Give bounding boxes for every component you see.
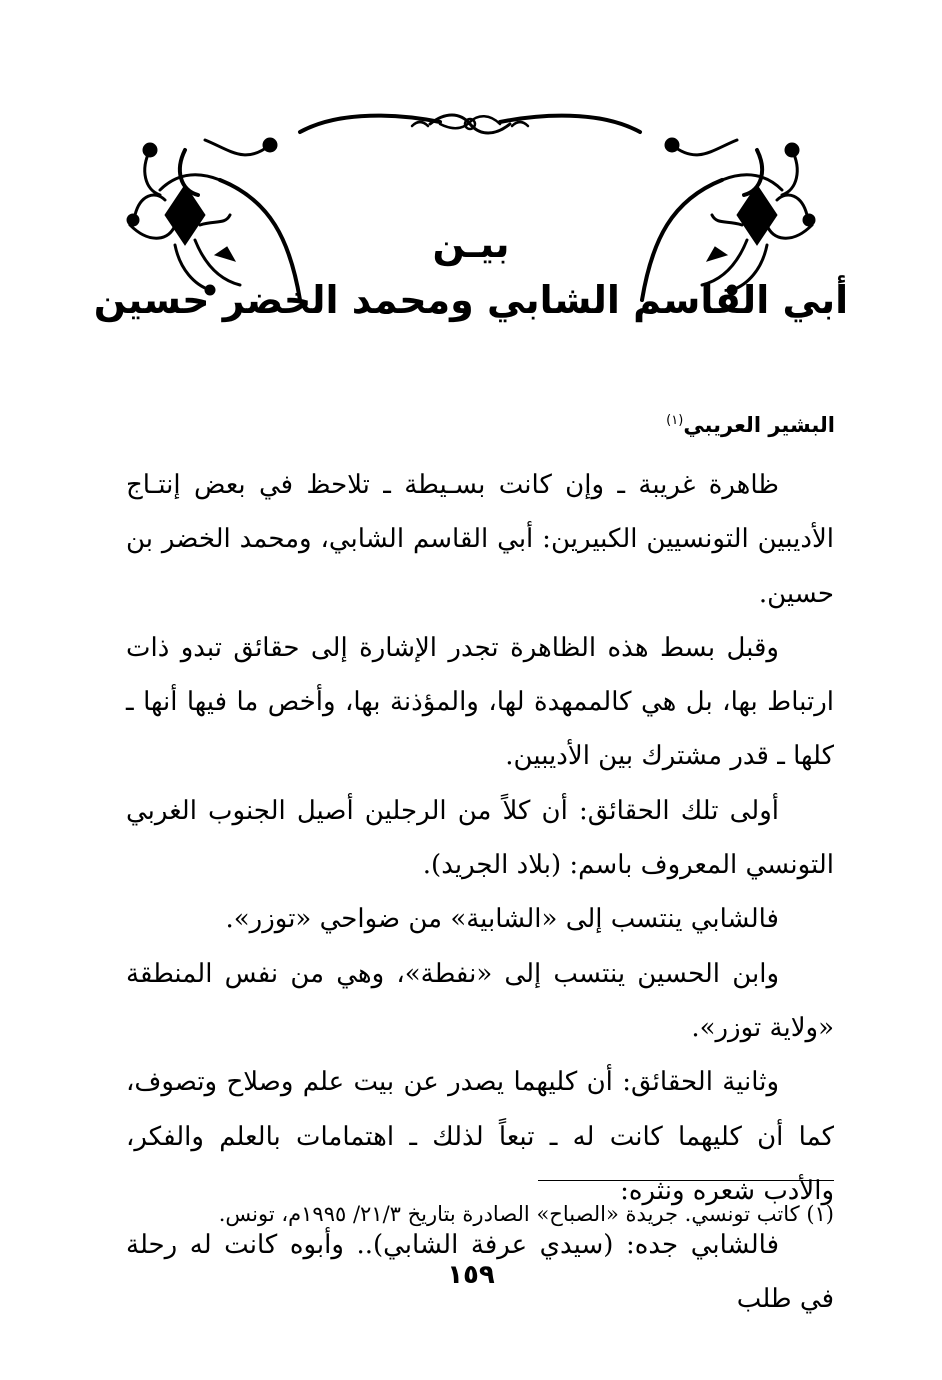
paragraph: ظاهرة غريبة ـ وإن كانت بسـيطة ـ تلاحظ في بعض إنتـاج الأديبين التونسيين الكبيرين: أبي القاسم الشابي، ومحمد الخضر بن حسين. [126,470,834,609]
paragraph: وابن الحسين ينتسب إلى «نفطة»، وهي من نفس المنطقة «ولاية توزر». [126,958,834,1043]
page-title: أبي القاسم الشابي ومحمد الخضر حسين [93,278,849,322]
footnote: (١) كاتب تونسي. جريدة «الصباح» الصادرة بتاريخ ٢١/٣/ ١٩٩٥م، تونس. [218,1202,834,1226]
top-flourish-icon [300,115,640,133]
paragraph: فالشابي ينتسب إلى «الشابية» من ضواحي «توزر». [225,904,779,935]
paragraph: وثانية الحقائق: أن كليهما يصدر عن بيت علم وصلاح وتصوف، كما أن كليهما كانت له ـ تبعاً لذلك ـ اهتمامات بالعلم والفكر، والأدب شعره ونثره: [126,1067,834,1206]
footnote-reference: (١) [666,413,684,428]
author-name: البشير العريبي [683,413,835,437]
page-number: ١٥٩ [447,1260,495,1290]
footnote-divider [538,1180,834,1181]
paragraph: وقبل بسط هذه الظاهرة تجدر الإشارة إلى حقائق تبدو ذات ارتباط بها، بل هي كالممهدة لها، والمؤذنة بها، وأخص ما فيها أنها ـ كلها ـ قدر مشترك بين الأديبين. [126,632,834,772]
paragraph: فالشابي جده: (سيدي عرفة الشابي).. وأبوه كانت له رحلة في طلب [126,1230,834,1315]
title-line-1: بيـن [432,222,510,266]
author-byline [666,413,835,437]
right-corner-ornament-icon [642,138,815,300]
paragraph: أولى تلك الحقائق: أن كلاً من الرجلين أصيل الجنوب الغربي التونسي المعروف باسم: (بلاد الجريد). [126,795,834,881]
left-corner-ornament-icon [127,138,300,300]
